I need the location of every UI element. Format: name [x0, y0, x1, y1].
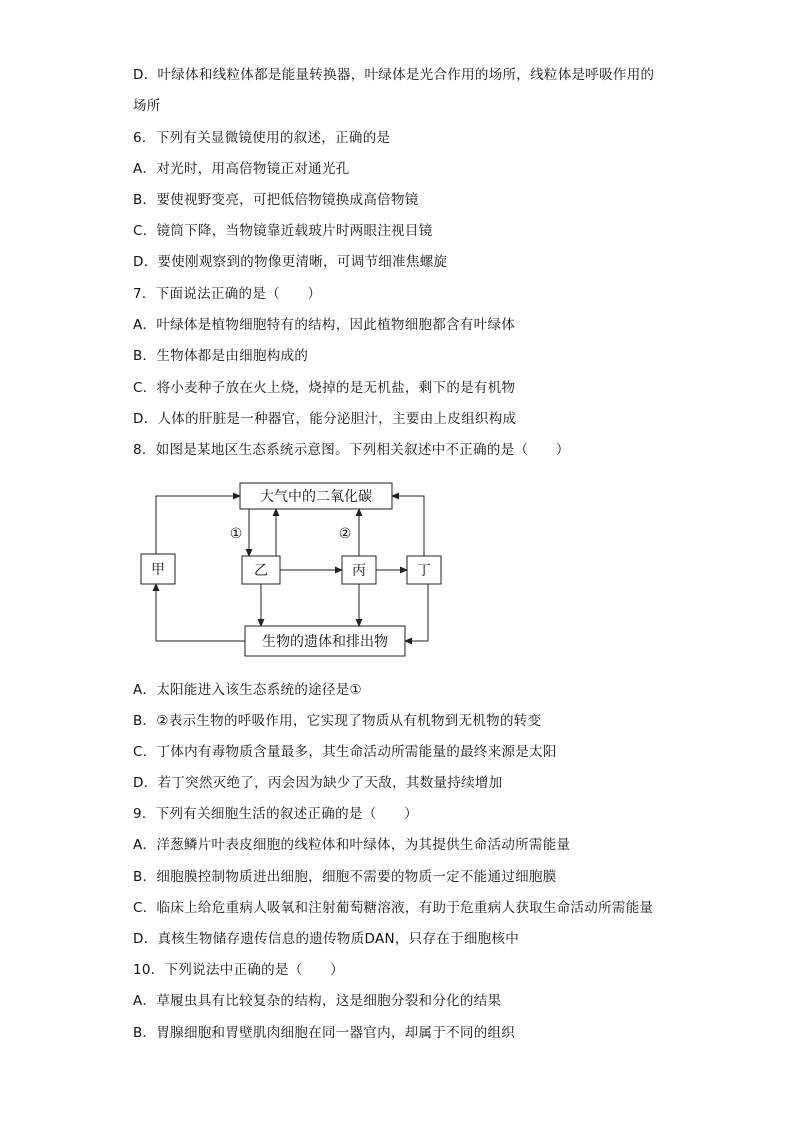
- question-7: 7．下面说法正确的是（ ）: [133, 286, 322, 302]
- q7-option-c: C．将小麦种子放在火上烧，烧掉的是无机盐，剩下的是有机物: [133, 380, 516, 396]
- option-d-q5-cont: 场所: [133, 98, 161, 114]
- arrow-ding-to-remains: [405, 584, 428, 641]
- q6-option-a: A．对光时，用高倍物镜正对通光孔: [133, 161, 350, 177]
- q7-option-d: D．人体的肝脏是一种器官，能分泌胆汁，主要由上皮组织构成: [133, 411, 517, 427]
- q9-option-d: D．真核生物储存遗传信息的遗传物质DAN，只存在于细胞核中: [133, 931, 520, 947]
- q6-option-d: D．要使刚观察到的物像更清晰，可调节细准焦螺旋: [133, 254, 448, 270]
- ding-label: 丁: [417, 563, 431, 579]
- q8-option-b: B．②表示生物的呼吸作用，它实现了物质从有机物到无机物的转变: [133, 713, 542, 729]
- jia-label: 甲: [151, 562, 165, 578]
- option-d-q5: D．叶绿体和线粒体都是能量转换器，叶绿体是光合作用的场所，线粒体是呼吸作用的: [133, 67, 655, 83]
- ecosystem-diagram: [130, 478, 450, 660]
- q8-option-d: D．若丁突然灭绝了，丙会因为缺少了天敌，其数量持续增加: [133, 775, 503, 791]
- q6-option-b: B．要使视野变亮，可把低倍物镜换成高倍物镜: [133, 192, 419, 208]
- mark-2: ②: [338, 526, 352, 542]
- q8-option-a: A．太阳能进入该生态系统的途径是①: [133, 682, 362, 698]
- q9-option-c: C．临床上给危重病人吸氧和注射葡萄糖溶液，有助于危重病人获取生命活动所需能量: [133, 900, 654, 916]
- bing-label: 丙: [352, 563, 366, 579]
- q10-option-a: A．草履虫具有比较复杂的结构，这是细胞分裂和分化的结果: [133, 993, 502, 1009]
- remains-label: 生物的遗体和排出物: [262, 634, 388, 650]
- q7-option-b: B．生物体都是由细胞构成的: [133, 348, 309, 364]
- arrow-remains-to-jia: [156, 584, 245, 641]
- question-9: 9．下列有关细胞生活的叙述正确的是（ ）: [133, 806, 418, 822]
- yi-label: 乙: [254, 563, 268, 579]
- q10-option-b: B．胃腺细胞和胃壁肌肉细胞在同一器官内，却属于不同的组织: [133, 1025, 516, 1041]
- question-8: 8．如图是某地区生态系统示意图。下列相关叙述中不正确的是（ ）: [133, 442, 570, 458]
- q7-option-a: A．叶绿体是植物细胞特有的结构，因此植物细胞都含有叶绿体: [133, 317, 516, 333]
- q6-option-c: C．镜筒下降，当物镜靠近载玻片时两眼注视目镜: [133, 223, 433, 239]
- mark-1: ①: [229, 526, 243, 542]
- q9-option-b: B．细胞膜控制物质进出细胞，细胞不需要的物质一定不能通过细胞膜: [133, 869, 557, 885]
- q9-option-a: A．洋葱鳞片叶表皮细胞的线粒体和叶绿体，为其提供生命活动所需能量: [133, 837, 571, 853]
- q8-option-c: C．丁体内有毒物质含量最多，其生命活动所需能量的最终来源是太阳: [133, 744, 557, 760]
- arrow-ding-to-atmosphere: [392, 496, 424, 556]
- arrow-jia-to-atmosphere: [156, 496, 240, 554]
- atmosphere-co2-label: 大气中的二氧化碳: [260, 489, 372, 505]
- question-10: 10．下列说法中正确的是（ ）: [133, 962, 344, 978]
- question-6: 6．下列有关显微镜使用的叙述，正确的是: [133, 130, 391, 146]
